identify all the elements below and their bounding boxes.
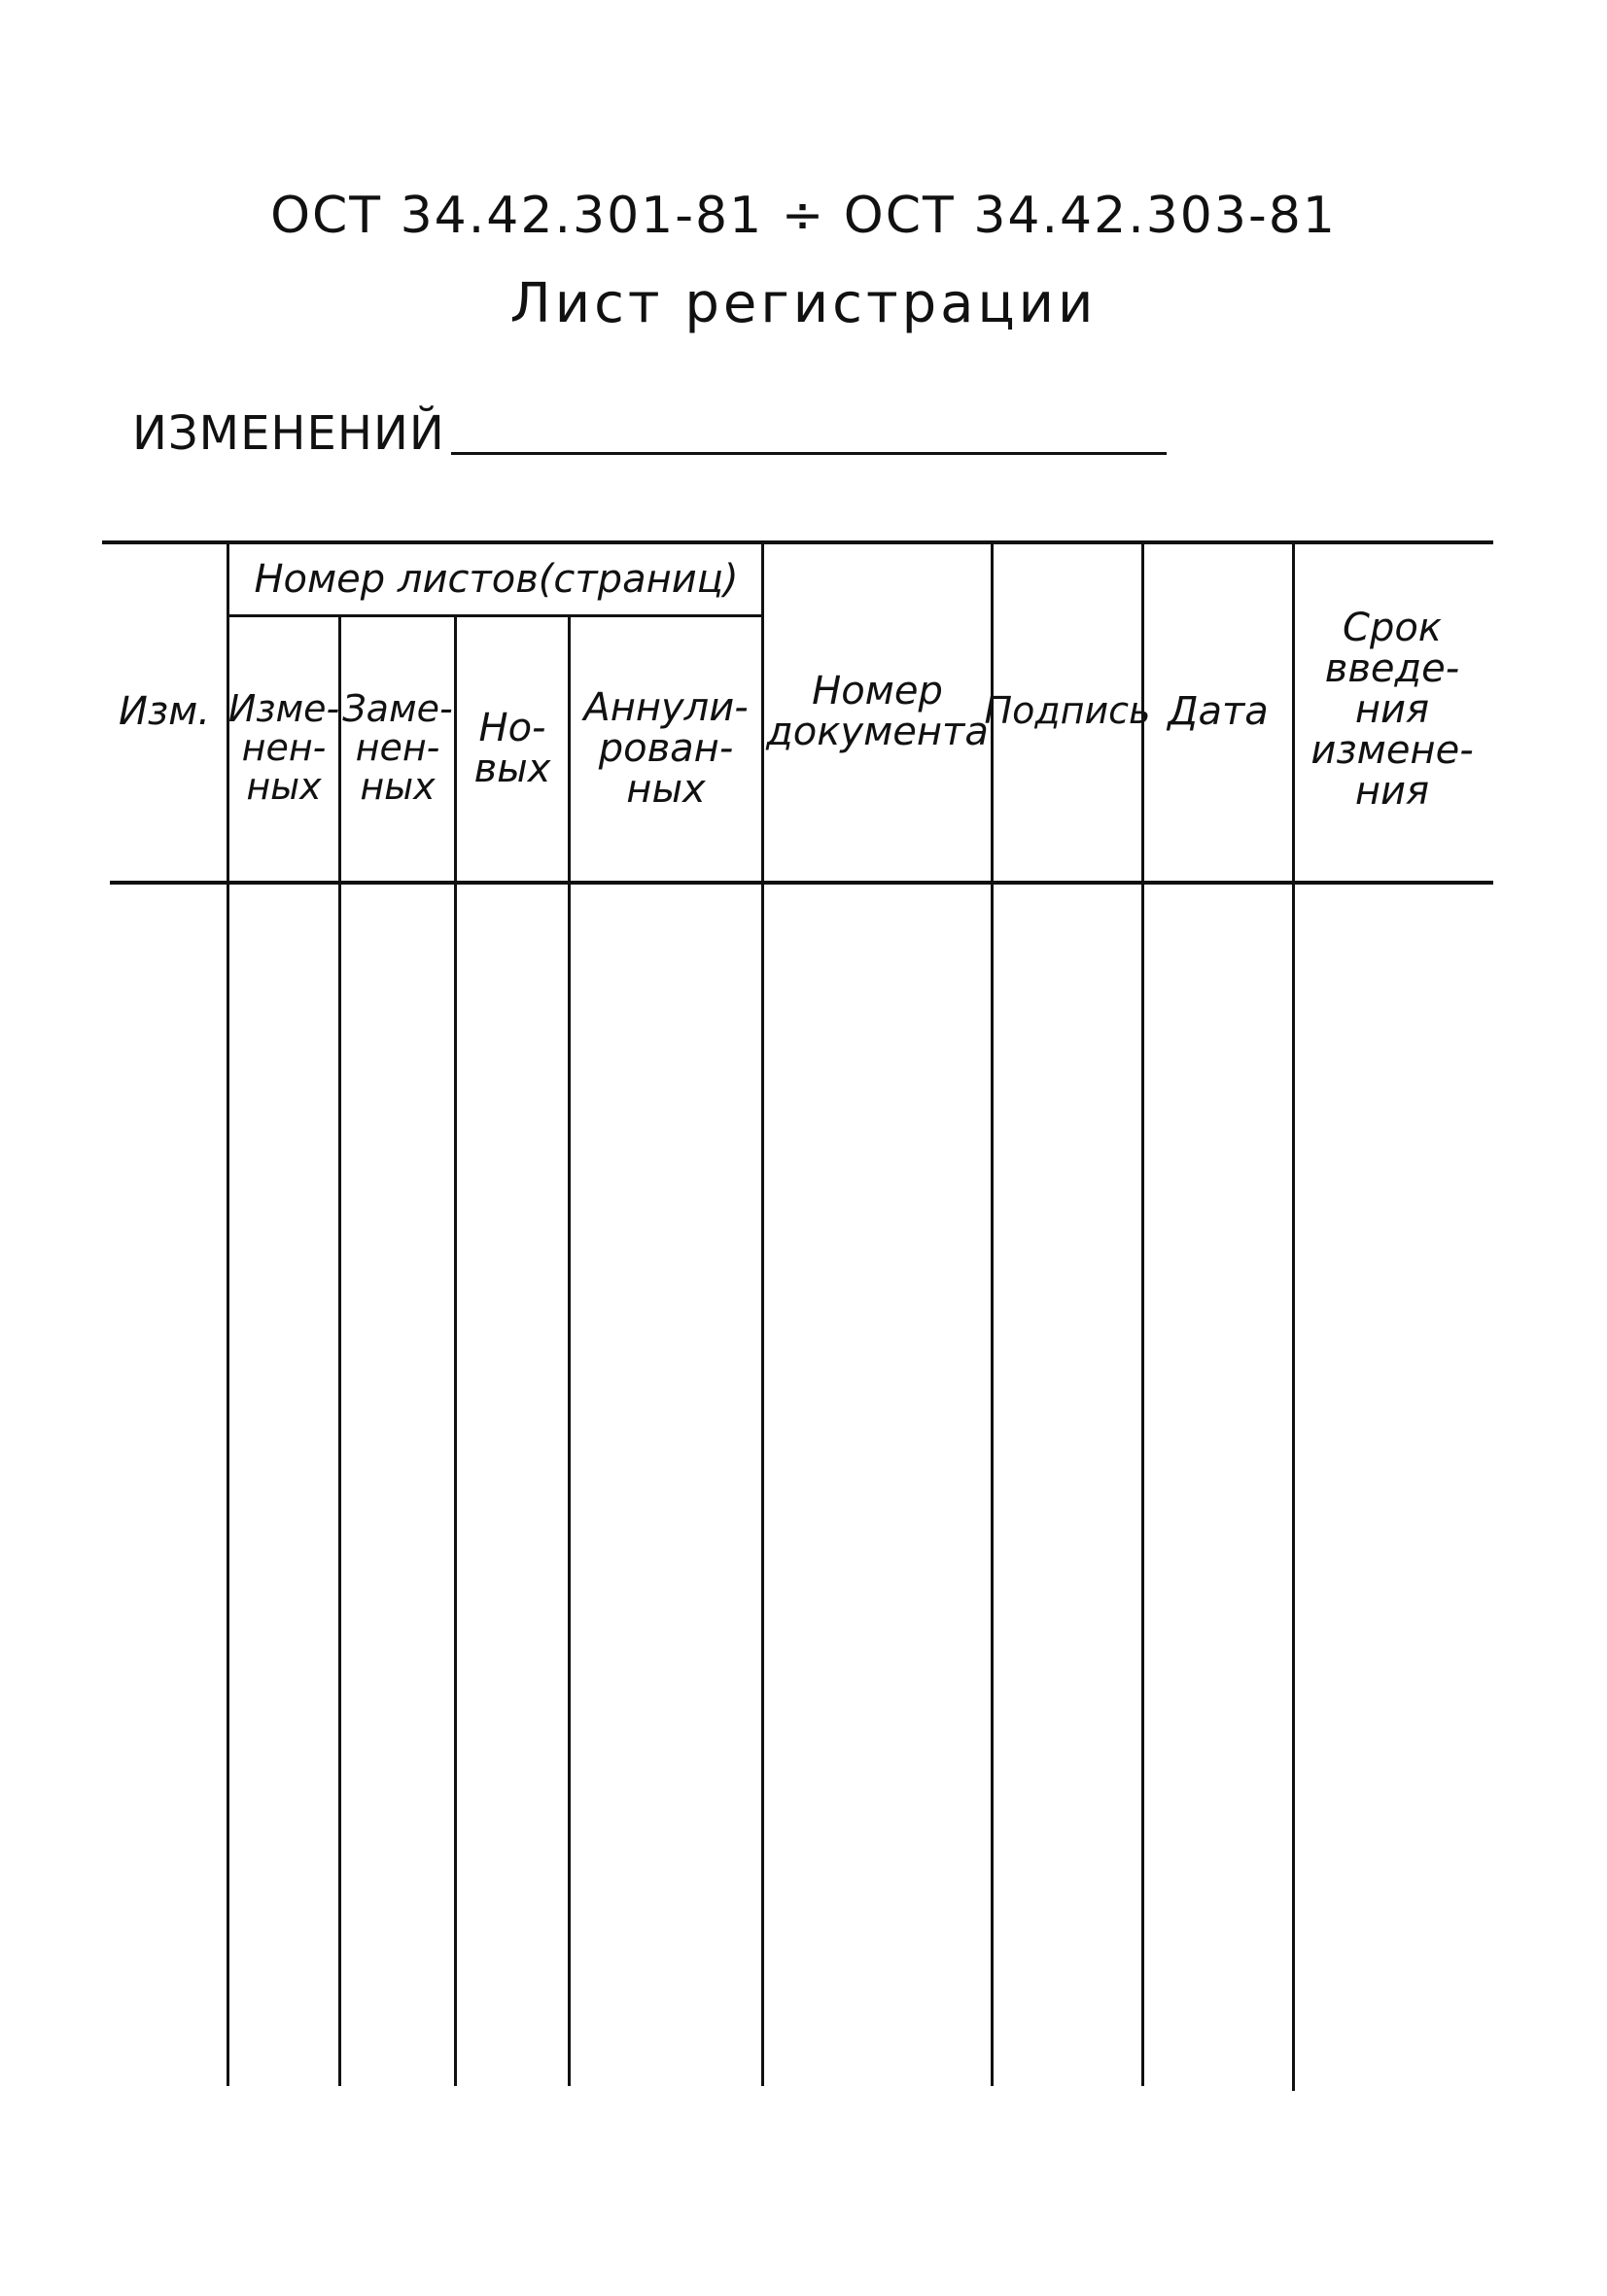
col-header-podpis: Подпись: [984, 689, 1151, 733]
col-header-izmenennykh: Изме- нен- ных: [227, 687, 340, 808]
col-header-data: Дата: [1168, 689, 1269, 734]
sheet-title: Лист регистрации: [509, 272, 1098, 335]
col-header-zamenennykh: Заме- нен- ных: [342, 687, 453, 808]
col-header-srok: Срок введе- ния измене- ния: [1310, 606, 1474, 814]
col-header-annulirovannykh: Аннули- рован- ных: [583, 685, 749, 812]
standard-title: ОСТ 34.42.301-81 ÷ ОСТ 34.42.303-81: [270, 187, 1337, 245]
group-header-underline: [227, 614, 763, 617]
col-header-izm: Изм.: [118, 689, 211, 734]
col-header-nomer-dokumenta: Номер документа: [766, 669, 989, 754]
header-bottom-border: [110, 881, 1493, 885]
col-header-novykh: Но- вых: [473, 706, 551, 791]
subtitle-underline: [451, 452, 1167, 455]
group-header-sheet-numbers: Номер листов(страниц): [254, 557, 739, 602]
sheet-subtitle: ИЗМЕНЕНИЙ: [132, 406, 445, 461]
